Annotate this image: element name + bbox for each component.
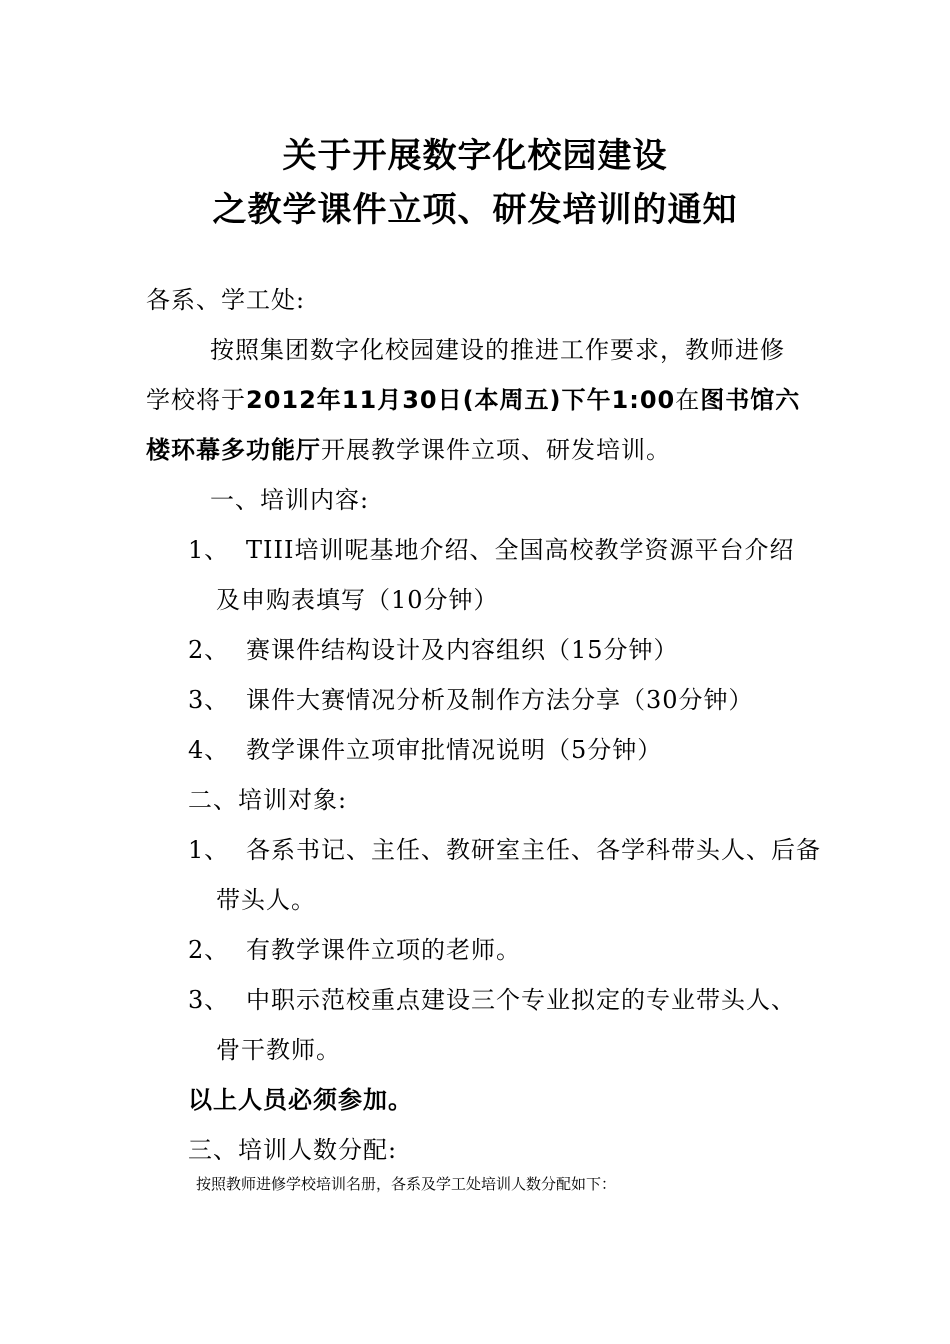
list-item bbox=[188, 834, 821, 866]
list-text: 各系书记、主任、教研室主任、各学科带头人、后备 bbox=[246, 836, 821, 864]
section-heading-allocation: 三、培训人数分配: bbox=[188, 1136, 398, 1164]
attendance-required-note: 以上人员必须参加。 bbox=[188, 1086, 413, 1114]
list-number: 2、 bbox=[188, 636, 230, 664]
list-text: 赛课件结构设计及内容组织（15分钟） bbox=[246, 636, 679, 664]
list-text: 有教学课件立项的老师。 bbox=[246, 936, 521, 964]
intro-line-3 bbox=[146, 434, 671, 466]
list-text: 课件大赛情况分析及制作方法分享（30分钟） bbox=[246, 686, 754, 714]
intro-text: 开展教学课件立项、研发培训。 bbox=[321, 436, 671, 464]
training-location: 图书馆六 bbox=[700, 386, 801, 414]
list-item bbox=[188, 534, 794, 566]
intro-text: 在 bbox=[675, 386, 701, 414]
document-title-line-2: 之教学课件立项、研发培训的通知 bbox=[212, 190, 738, 230]
list-item bbox=[188, 984, 796, 1016]
list-number: 4、 bbox=[188, 736, 230, 764]
list-item bbox=[188, 634, 679, 666]
list-number: 3、 bbox=[188, 986, 230, 1014]
list-text: 教学课件立项审批情况说明（5分钟） bbox=[246, 736, 663, 764]
list-number: 3、 bbox=[188, 686, 230, 714]
list-item bbox=[188, 934, 521, 966]
intro-text: 学校将于 bbox=[146, 386, 246, 414]
section-heading-content: 一、培训内容: bbox=[210, 486, 370, 514]
allocation-text: 按照教师进修学校培训名册，各系及学工处培训人数分配如下： bbox=[196, 1175, 617, 1193]
intro-line-1: 按照集团数字化校园建设的推进工作要求，教师进修 bbox=[210, 336, 785, 364]
training-time: 2012年11月30日(本周五)下午1:00 bbox=[246, 386, 676, 414]
list-item bbox=[188, 734, 662, 766]
list-number: 1、 bbox=[188, 536, 230, 564]
intro-line-2 bbox=[146, 384, 800, 416]
list-item-continuation: 及申购表填写（10分钟） bbox=[216, 586, 499, 614]
salutation: 各系、学工处: bbox=[146, 286, 306, 314]
section-heading-audience: 二、培训对象: bbox=[188, 786, 348, 814]
list-item-continuation: 骨干教师。 bbox=[216, 1036, 341, 1064]
list-item-continuation: 带头人。 bbox=[216, 886, 316, 914]
list-number: 1、 bbox=[188, 836, 230, 864]
training-location: 楼环幕多功能厅 bbox=[146, 436, 321, 464]
list-text: TIII培训呢基地介绍、全国高校教学资源平台介绍 bbox=[246, 536, 795, 564]
list-item bbox=[188, 684, 754, 716]
list-number: 2、 bbox=[188, 936, 230, 964]
list-text: 中职示范校重点建设三个专业拟定的专业带头人、 bbox=[246, 986, 796, 1014]
document-title-line-1: 关于开展数字化校园建设 bbox=[282, 136, 668, 176]
